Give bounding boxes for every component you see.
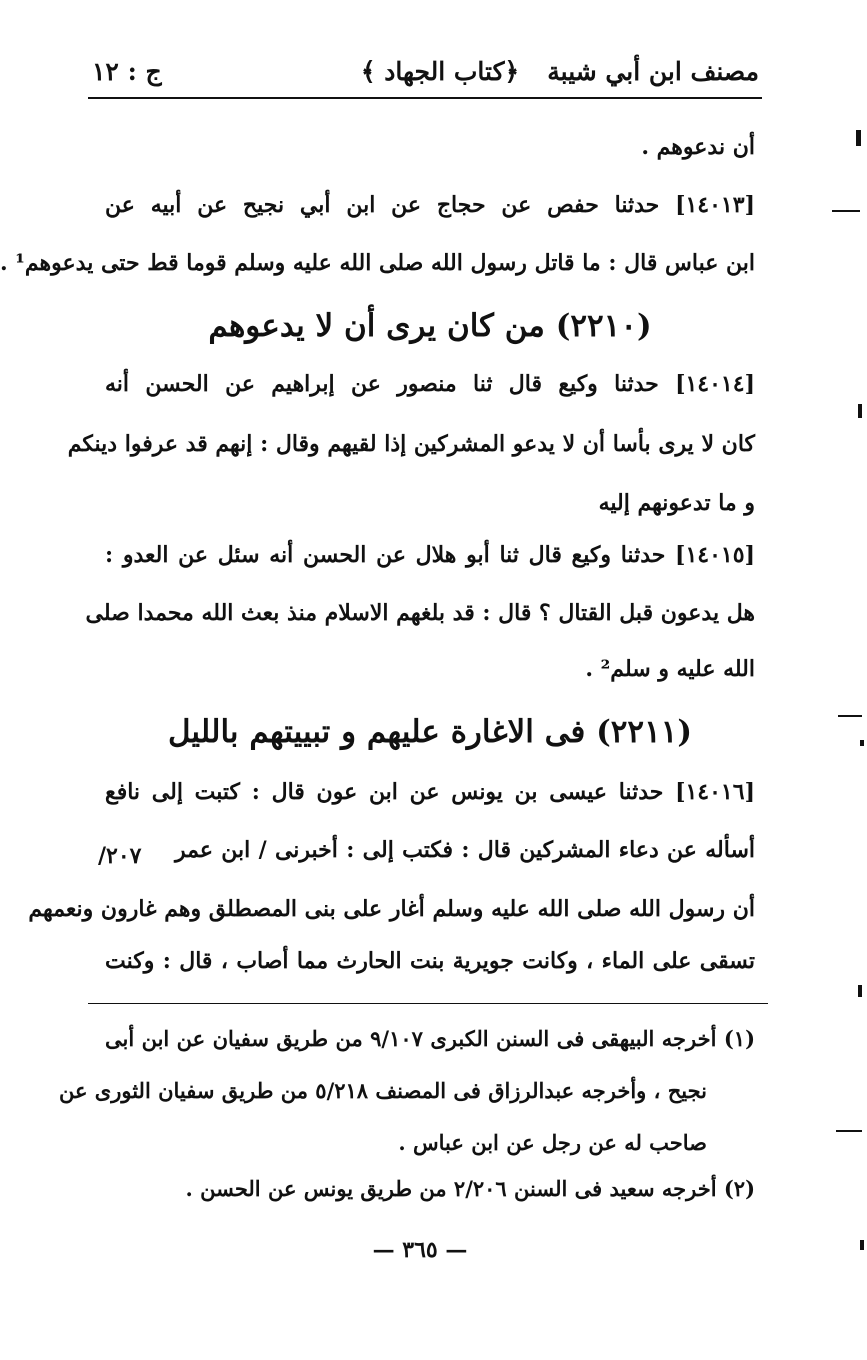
header-rule [88,97,762,99]
edge-mark [856,130,861,146]
chapter-title: ﴿كتاب الجهاد ﴾ [360,57,520,86]
text-line: أن رسول الله صلى الله عليه وسلم أغار على بنى المصطلق وهم غارون ونعمهم [28,896,755,922]
edge-mark [858,985,862,997]
edge-mark [836,1130,862,1132]
text-line: هل يدعون قبل القتال ؟ قال : قد بلغهم الاسلام منذ بعث الله محمدا صلى [85,600,755,626]
edge-mark [860,1240,864,1250]
text-line: كان لا يرى بأسا أن لا يدعو المشركين إذا لقيهم وقال : إنهم قد عرفوا دينكم [67,431,755,457]
section-heading-2210: (٢٢١٠) من كان يرى أن لا يدعوهم [208,308,652,344]
text-line: تسقى على الماء ، وكانت جويرية بنت الحارث مما أصاب ، قال : وكنت [105,948,755,974]
footnote-1: (١) أخرجه البيهقى فى السنن الكبرى ٩/١٠٧ من طريق سفيان عن ابن أبى [105,1026,756,1051]
edge-mark [858,404,862,418]
margin-page-marker: /٢٠٧ [98,843,142,869]
text-line: ابن عباس قال : ما قاتل رسول الله صلى الله عليه وسلم قوما قط حتى يدعوهم¹ . [0,250,755,276]
footnote-1-cont: صاحب له عن رجل عن ابن عباس . [398,1130,707,1155]
volume-label: ج : ١٢ [92,57,162,86]
text-line: أن ندعوهم . [641,134,755,160]
text-line: الله عليه و سلم² . [585,656,755,682]
text-line: و ما تدعونهم إليه [598,490,755,516]
text-line: أسأله عن دعاء المشركين قال : فكتب إلى : أخبرنى / ابن عمر [175,837,755,863]
book-title: مصنف ابن أبي شيبة [547,57,759,86]
hadith-14014-line: [١٤٠١٤] حدثنا وكيع قال ثنا منصور عن إبراهيم عن الحسن أنه [105,371,755,397]
footnote-2: (٢) أخرجه سعيد فى السنن ٢/٢٠٦ من طريق يونس عن الحسن . [185,1176,755,1201]
footnote-rule [88,1003,768,1004]
edge-mark [860,740,864,746]
hadith-14013-line: [١٤٠١٣] حدثنا حفص عن حجاج عن ابن أبي نجيح عن أبيه عن [105,192,755,218]
edge-mark [832,210,860,212]
hadith-14015-line: [١٤٠١٥] حدثنا وكيع قال ثنا أبو هلال عن الحسن أنه سئل عن العدو : [105,542,755,568]
section-heading-2211: (٢٢١١) فى الاغارة عليهم و تبييتهم بالليل [167,714,693,750]
footnote-1-cont: نجيح ، وأخرجه عبدالرزاق فى المصنف ٥/٢١٨ من طريق سفيان الثورى عن [58,1078,707,1103]
page-number: — ٣٦٥ — [372,1237,468,1263]
hadith-14016-line: [١٤٠١٦] حدثنا عيسى بن يونس عن ابن عون قال : كتبت إلى نافع [105,779,755,805]
edge-mark [838,715,862,717]
